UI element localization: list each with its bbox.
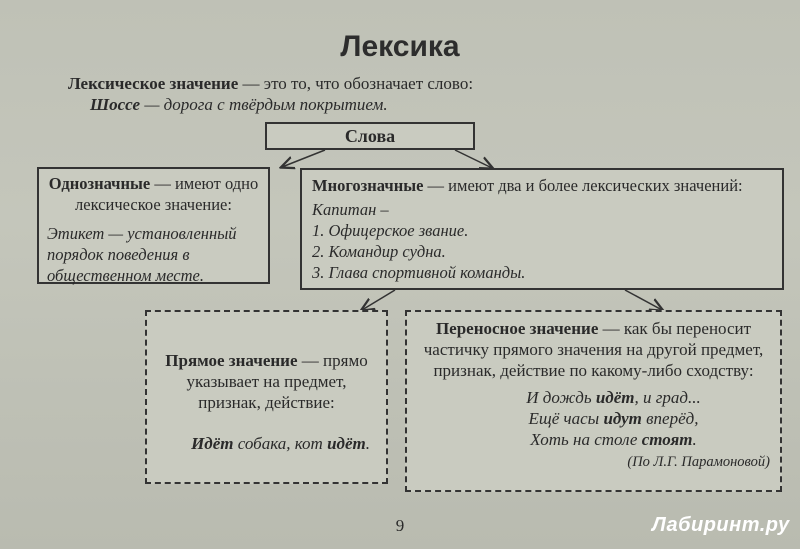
poem-line-3: [457, 429, 770, 450]
direct-example-word-2: идёт: [327, 434, 366, 453]
figurative-definition-text: — как бы переносит частичку прямого значения на другой предмет, признак, действие по какому-либо сходству:: [423, 319, 764, 380]
arrow-to-figurative: [625, 290, 662, 310]
intro-example-word: Шоссе: [90, 95, 141, 114]
poem-text: .: [692, 430, 697, 449]
page-number: 9: [395, 516, 405, 535]
direct-example: [157, 433, 376, 454]
poem-line-1: [457, 387, 770, 408]
watermark-logo: [652, 514, 790, 537]
poem-verb: стоят: [641, 430, 693, 449]
multi-meaning-box: [300, 168, 784, 290]
arrow-to-single: [282, 150, 325, 167]
multi-example-head: Капитан –: [312, 200, 389, 219]
intro-term: Лексическое значение: [68, 74, 239, 93]
poem-text: Ещё часы: [528, 409, 604, 428]
poem-text: Хоть на столе: [530, 430, 642, 449]
poem-source: (По Л.Г. Парамоновой): [627, 454, 770, 470]
direct-meaning-box: [145, 310, 388, 484]
intro-example-rest: — дорога с твёрдым покрытием.: [140, 95, 388, 114]
multi-meaning-item: 1. Офицерское звание.: [312, 221, 469, 240]
multi-definition: [312, 175, 772, 196]
direct-example-word-1: Идёт: [191, 434, 234, 453]
arrow-to-direct: [362, 290, 395, 310]
root-label: Слова: [344, 126, 396, 146]
figurative-term: Переносное значение: [435, 319, 599, 338]
direct-example-end: .: [365, 434, 370, 453]
multi-definition-text: — имеют два и более лексических значений:: [423, 176, 743, 195]
single-meaning-box: [37, 167, 270, 284]
poem-line-2: [457, 408, 770, 429]
poem-text: И дождь: [526, 388, 596, 407]
single-example: Этикет — установленный порядок поведения в общественном месте.: [47, 224, 237, 285]
single-term: Однозначные: [48, 174, 151, 193]
poem-verb: идут: [603, 409, 642, 428]
multi-meaning-item: 3. Глава спортивной команды.: [312, 263, 526, 282]
arrow-to-multi: [455, 150, 492, 168]
figurative-meaning-box: [405, 310, 782, 492]
single-definition: [47, 173, 260, 215]
figurative-poem: [417, 387, 770, 450]
poem-verb: идёт: [595, 388, 635, 407]
single-definition-text: — имеют одно лексическое значение:: [75, 174, 259, 214]
multi-term: Многозначные: [312, 176, 424, 195]
intro-definition-text: — это то, что обозначает слово:: [238, 74, 474, 93]
figurative-definition: [417, 318, 770, 381]
watermark-text: Лабиринт.ру: [652, 514, 790, 536]
direct-example-mid: собака, кот: [233, 434, 328, 453]
direct-definition: [157, 350, 376, 413]
page-title: Лексика: [340, 30, 460, 63]
poem-text: вперёд,: [641, 409, 699, 428]
poem-text: , и град...: [634, 388, 701, 407]
root-box-words: [265, 122, 475, 150]
direct-definition-text: — прямо указывает на предмет, признак, действие:: [186, 351, 368, 412]
multi-meaning-item: 2. Командир судна.: [312, 242, 446, 261]
direct-term: Прямое значение: [165, 351, 298, 370]
